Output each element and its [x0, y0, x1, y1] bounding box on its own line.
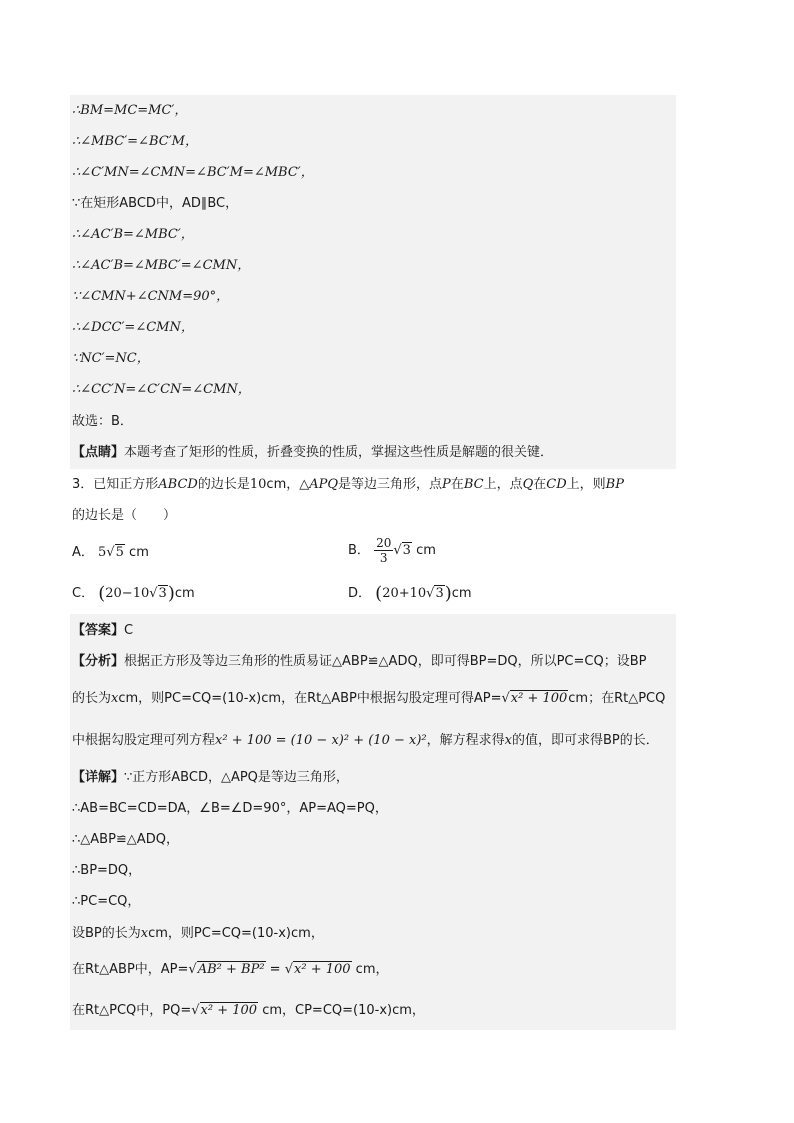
detail-line-5: ∴PC=CQ， [72, 894, 141, 909]
radicand: x² + 100 [510, 691, 568, 706]
math-num: 20 [105, 586, 122, 601]
question-text: 在 [450, 477, 464, 492]
option-label: C． [72, 586, 95, 601]
detail-line-6 [72, 925, 324, 943]
answer-line [72, 622, 133, 640]
math-num: 5 [98, 545, 107, 560]
sqrt: √x² + 100 [501, 691, 568, 706]
comment-tag: 【点睛】 [72, 445, 125, 460]
radicand: 3 [435, 586, 444, 601]
analysis-line-3 [72, 732, 659, 750]
denominator: 3 [379, 551, 388, 565]
option-c[interactable]: C． (20−10√3)cm [72, 583, 195, 604]
radicand: x² + 100 [294, 962, 351, 977]
analysis-text: cm，则PC=CQ=(10-x)cm，在Rt△ABP中根据勾股定理可得AP= [118, 691, 502, 706]
solution-line: ∴∠AC′B=∠MBC′=∠CMN， [72, 258, 251, 273]
detail-line-3: ∴△ABP≌△ADQ， [72, 832, 179, 847]
sqrt: √x² + 100 [191, 1003, 258, 1018]
detail-line-1 [72, 769, 349, 787]
unit: cm [174, 586, 195, 601]
sqrt: √3 [426, 586, 444, 601]
detail-text: 设BP的长为 [72, 926, 141, 941]
solution-line: ∵NC′=NC， [72, 351, 150, 366]
radicand: 3 [402, 543, 411, 558]
detail-text: = [269, 962, 281, 977]
math-var: Q [522, 477, 534, 492]
math-var: △APQ [299, 477, 339, 492]
sqrt: √x² + 100 [284, 962, 351, 977]
question-text: 的边长是 [197, 477, 250, 492]
math-var: P [442, 477, 451, 492]
math-var: ABCD [158, 477, 198, 492]
prev-solution-block [70, 95, 676, 469]
math-var: CD [546, 477, 567, 492]
analysis-tag: 【分析】 [72, 654, 125, 669]
analysis-line-2 [72, 690, 665, 708]
option-label: D． [348, 586, 372, 601]
math-num: −10 [121, 586, 150, 601]
detail-line-7 [72, 961, 388, 979]
option-b[interactable] [348, 536, 436, 565]
radicand: x² + 100 [200, 1003, 258, 1018]
answer-tag: 【答案】 [72, 623, 125, 638]
analysis-text: 的值，即可求得BP的长． [511, 733, 659, 748]
analysis-text: 的长为 [72, 691, 112, 706]
solution-line: ∵∠CMN+∠CNM=90°， [72, 289, 230, 304]
analysis-text: cm；在Rt△PCQ [568, 691, 666, 706]
solution-line: ∴∠AC′B=∠MBC′， [72, 227, 194, 242]
option-label: B． [348, 543, 370, 558]
solution-line: 故选：B． [72, 414, 133, 429]
question-number: 3． [72, 477, 94, 492]
detail-text: cm，CP=CQ=(10-x)cm， [262, 1003, 425, 1018]
question-text: 上，则 [566, 477, 606, 492]
solution-line: ∴∠CC′N=∠C′CN=∠CMN， [72, 382, 251, 397]
sqrt: √3 [149, 586, 167, 601]
question-line-1 [72, 476, 624, 494]
question-text: 上，点 [483, 477, 523, 492]
math-var: x [140, 926, 149, 941]
comment-line [72, 444, 553, 462]
question-line-2: 的边长是（ ） [72, 508, 177, 523]
radicand: 5 [115, 545, 124, 560]
detail-line-2: ∴AB=BC=CD=DA，∠B=∠D=90°，AP=AQ=PQ， [72, 801, 388, 816]
option-a[interactable] [72, 544, 149, 562]
analysis-text: 中根据勾股定理可列方程 [72, 733, 216, 748]
radicand: 3 [158, 586, 167, 601]
analysis-text: 根据正方形及等边三角形的性质易证△ABP≌△ADQ，即可得BP=DQ，所以PC=CQ；设BP [124, 654, 647, 669]
math-var: BC [463, 477, 484, 492]
analysis-text: ，解方程求得 [426, 733, 505, 748]
math-var: x [504, 733, 512, 748]
question-text: cm， [266, 477, 300, 492]
detail-line-4: ∴BP=DQ， [72, 863, 142, 878]
detail-text: cm，则PC=CQ=(10-x)cm， [148, 926, 324, 941]
math-num: +10 [398, 586, 427, 601]
numerator: 20 [376, 536, 392, 550]
analysis-line-1 [72, 653, 646, 671]
math-num: 20 [382, 586, 399, 601]
sqrt: √3 [393, 543, 411, 558]
math-var: x [111, 691, 119, 706]
answer-value: C [124, 623, 134, 638]
math-num: 10 [249, 477, 267, 492]
solution-line: ∴∠DCC′=∠CMN， [72, 320, 194, 335]
sqrt: √5 [106, 545, 124, 560]
unit: cm [451, 586, 472, 601]
question-text: 是等边三角形，点 [338, 477, 443, 492]
solution-line: ∴∠C′MN=∠CMN=∠BC′M=∠MBC′， [72, 165, 314, 180]
detail-text: ∵正方形ABCD，△APQ是等边三角形， [124, 770, 349, 785]
solution-line: ∴BM=MC=MC′， [72, 103, 188, 118]
fraction [374, 536, 393, 565]
detail-text: cm， [355, 962, 389, 977]
detail-text: 在Rt△PCQ中，PQ= [72, 1003, 192, 1018]
detail-line-8 [72, 1002, 425, 1020]
comment-text: 本题考查了矩形的性质，折叠变换的性质，掌握这些性质是解题的很关键． [124, 445, 554, 460]
sqrt: √AB² + BP² [188, 962, 265, 977]
equation: x² + 100 = (10 − x)² + (10 − x)² [215, 733, 427, 748]
unit: cm [129, 545, 149, 560]
question-text: 已知正方形 [93, 477, 159, 492]
solution-line: ∴∠MBC′=∠BC′M， [72, 134, 198, 149]
detail-tag: 【详解】 [72, 770, 125, 785]
option-label: A． [72, 545, 94, 560]
unit: cm [416, 543, 436, 558]
option-d[interactable]: D． (20+10√3)cm [348, 583, 472, 604]
detail-text: 在Rt△ABP中，AP= [72, 962, 189, 977]
question-text: 在 [533, 477, 547, 492]
solution-line: ∵在矩形ABCD中，AD∥BC， [72, 196, 239, 211]
radicand: AB² + BP² [197, 962, 265, 977]
math-var: BP [605, 477, 624, 492]
